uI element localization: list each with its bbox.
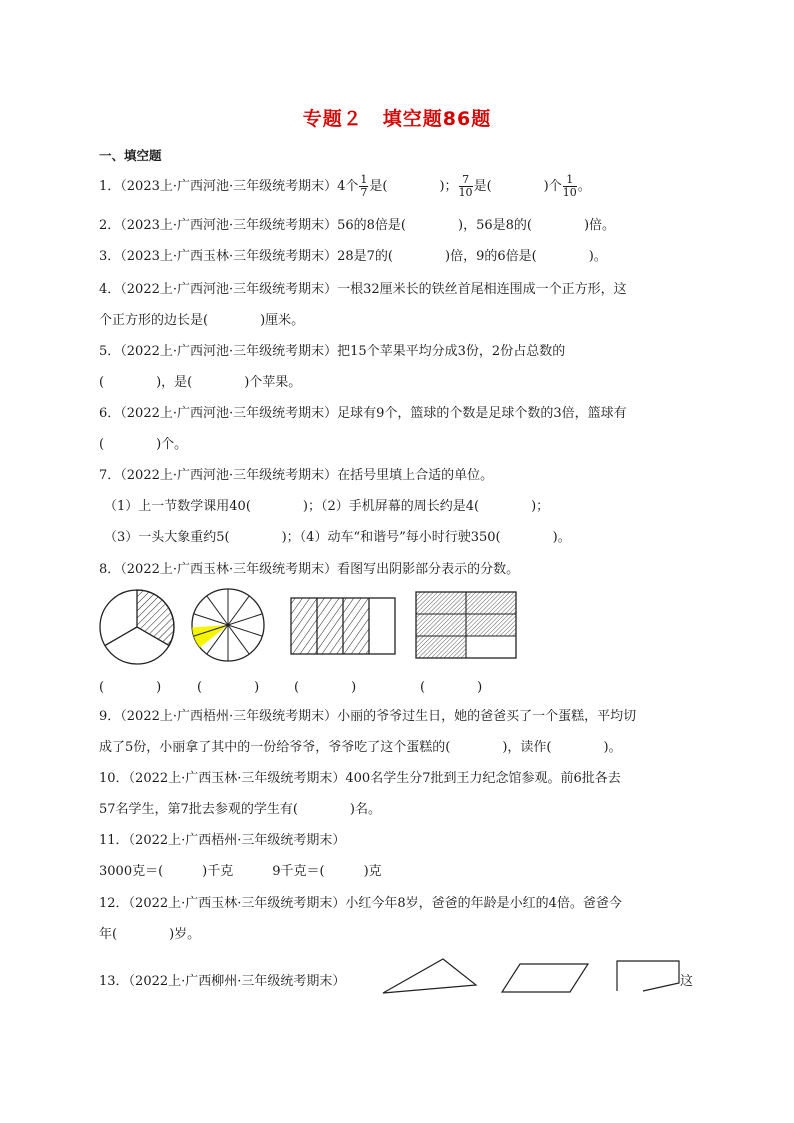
- q1-mid-2: 是( )个: [473, 179, 562, 194]
- question-5-line-2: ( )，是( )个苹果。: [99, 375, 302, 390]
- q8-answer-blank-1[interactable]: ( ): [99, 680, 162, 695]
- q1-f3-numerator: 1: [563, 174, 577, 187]
- q1-f2-numerator: 7: [459, 174, 473, 187]
- question-1: [99, 174, 591, 199]
- q1-f2-denominator: 10: [458, 186, 473, 199]
- question-2: 2．（2023上·广西河池·三年级统考期末）56的8倍是( )，56是8的( )倍。: [99, 218, 616, 233]
- circle-tenths-figure: [189, 586, 267, 664]
- question-4-line-2: 个正方形的边长是( )厘米。: [99, 313, 305, 328]
- q8-answer-blank-4[interactable]: ( ): [420, 680, 483, 695]
- question-13-line-1: 13．（2022上·广西柳州·三年级统考期末）: [99, 974, 346, 989]
- q1-fraction-3: [563, 174, 577, 199]
- question-11-line-2: 3000克＝( )千克 9千克＝( )克: [99, 864, 382, 879]
- question-7-line-2: （1）上一节数学课用40( )；（2）手机屏幕的周长约是4( )；: [104, 499, 550, 514]
- question-10-line-1: 10．（2022上·广西玉林·三年级统考期末）400名学生分7批到王力纪念馆参观。前6批各去: [99, 771, 621, 786]
- circle-thirds-figure: [97, 587, 177, 667]
- question-3: 3．（2023上·广西玉林·三年级统考期末）28是7的( )倍，9的6倍是( )。: [99, 249, 607, 264]
- question-9-line-2: 成了5份，小丽拿了其中的一份给爷爷，爷爷吃了这个蛋糕的( )，读作( )。: [99, 740, 622, 755]
- page-title: 专题２ 填空题86题: [302, 108, 492, 130]
- question-11-line-1: 11．（2022上·广西梧州·三年级统考期末）: [99, 833, 346, 848]
- q1-f3-denominator: 10: [562, 186, 577, 199]
- q1-suffix: 。: [577, 179, 591, 194]
- grid-rectangle-figure: [414, 590, 518, 660]
- q1-f1-numerator: 1: [360, 173, 368, 186]
- section-heading: 一、填空题: [99, 148, 162, 163]
- question-12-line-1: 12．（2022上·广西玉林·三年级统考期末）小红今年8岁，爸爸的年龄是小红的4倍。爸爸今: [99, 896, 622, 911]
- question-6-line-1: 6．（2022上·广西河池·三年级统考期末）足球有9个，篮球的个数是足球个数的3倍，篮球有: [99, 406, 627, 421]
- question-7-line-3: （3）一头大象重约5( )；（4）动车“和谐号”每小时行驶350( )。: [104, 530, 571, 545]
- question-13-tail: 这: [680, 974, 694, 989]
- question-4-line-1: 4．（2022上·广西河池·三年级统考期末）一根32厘米长的铁丝首尾相连围成一个正方形，这: [99, 282, 627, 297]
- q1-fraction-2: [459, 174, 473, 199]
- q1-mid-1: 是( )；: [369, 179, 458, 194]
- triangle-shape: [380, 955, 480, 997]
- rectangle-quarters-figure: [289, 596, 399, 658]
- q8-answer-blank-2[interactable]: ( ): [197, 680, 260, 695]
- question-10-line-2: 57名学生，第7批去参观的学生有( )名。: [99, 802, 381, 817]
- q8-answer-blank-3[interactable]: ( ): [294, 680, 357, 695]
- parallelogram-shape: [500, 961, 592, 997]
- question-8-line-1: 8．（2022上·广西玉林·三年级统考期末）看图写出阴影部分表示的分数。: [99, 562, 520, 577]
- question-6-line-2: ( )个。: [99, 437, 188, 452]
- question-9-line-1: 9．（2022上·广西梧州·三年级统考期末）小丽的爷爷过生日，她的爸爸买了一个蛋糕，平均切: [99, 709, 637, 724]
- question-12-line-2: 年( )岁。: [99, 927, 201, 942]
- question-5-line-1: 5．（2022上·广西河池·三年级统考期末）把15个苹果平均分成3份，2份占总数的: [99, 344, 566, 359]
- q1-fraction-1: [359, 174, 368, 199]
- open-quadrilateral-shape: [613, 957, 683, 997]
- q1-f1-denominator: 7: [360, 186, 368, 199]
- q1-prefix: 1．（2023上·广西河池·三年级统考期末）4个: [99, 179, 359, 194]
- question-7-line-1: 7．（2022上·广西河池·三年级统考期末）在括号里填上合适的单位。: [99, 468, 494, 483]
